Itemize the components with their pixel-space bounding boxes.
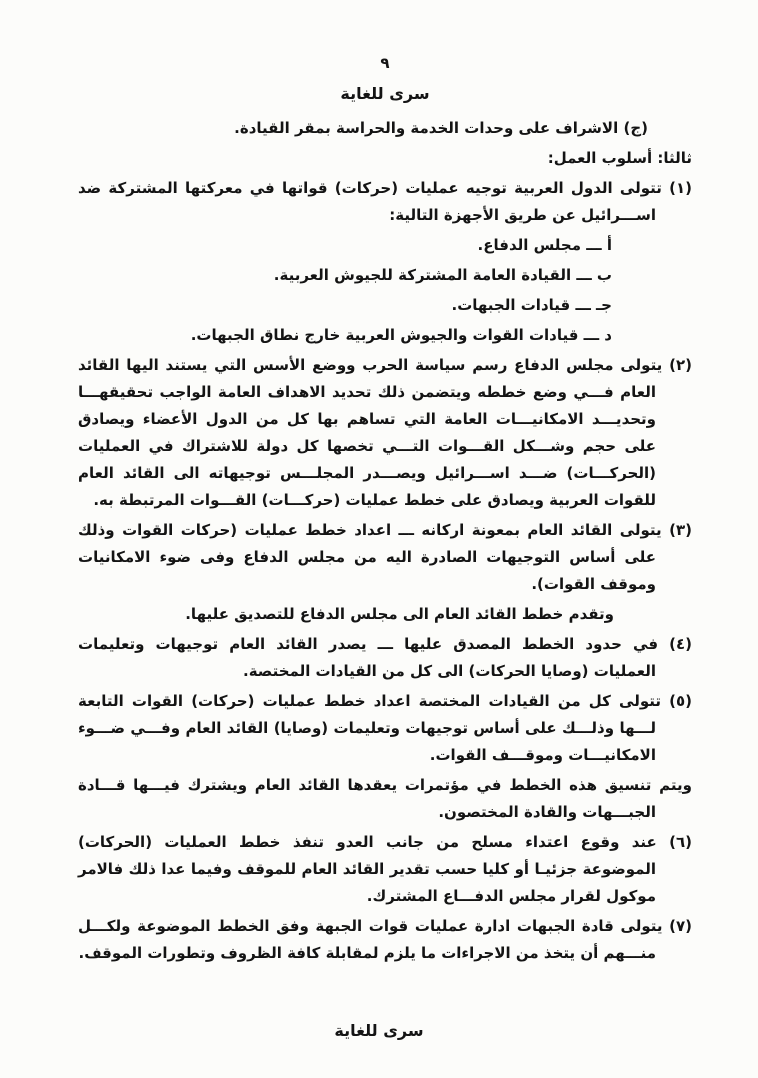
sub-item-1-alef: أ ـــ مجلس الدفاع. <box>477 236 612 254</box>
list-item-jeem: (ج) الاشراف على وحدات الخدمة والحراسة بمقر القيادة. <box>234 119 648 137</box>
numbered-item-6: (٦) عند وقوع اعتداء مسلح من جانب العدو تنفذ خطط العمليات (الحركات) الموضوعة جزئيـا أو كليا حسب تقدير القائد العام للموقف وفيما عدا ذلك فالامر موكول لقرار مجلس الدفـــاع المشترك. <box>78 833 692 905</box>
numbered-item-2: (٢) يتولى مجلس الدفاع رسم سياسة الحرب ووضع الأسس التي يستند اليها القائد العام فـــي وضع خططه ويتضمن ذلك تحديد الاهداف العامة الواجب تحقيقهـــا وتحديـــد الامكانيـــات العامة التي تساهم بها كل من الدول الأعضاء ويصادق على حجم وشـــكل القـــوات التـــي تخصها كل دولة للاشتراك في العمليات (الحركـــات) ضـــد اســـرائيل ويصـــدر المجلـــس توجيهاته الى القائد العام للقوات العربية ويصادق على خطط عمليات (حركـــات) القـــوات المرتبطة به. <box>78 356 692 509</box>
numbered-item-1: (١) تتولى الدول العربية توجيه عمليات (حركات) قواتها في معركتها المشتركة ضد اســـرائيل عن طريق الأجهزة التالية: <box>78 179 692 224</box>
sub-item-1-ba: ب ـــ القيادة العامة المشتركة للجيوش العربية. <box>273 266 612 284</box>
classification-footer: سرى للغاية <box>334 1021 424 1040</box>
numbered-item-4: (٤) في حدود الخطط المصدق عليها ـــ يصدر القائد العام توجيهات وتعليمات العمليات (وصايا الحركات) الى كل من القيادات المختصة. <box>78 635 692 680</box>
item-3-note: وتقدم خطط القائد العام الى مجلس الدفاع للتصديق عليها. <box>185 605 614 623</box>
numbered-item-7: (٧) يتولى قادة الجبهات ادارة عمليات قوات الجبهة وفق الخطط الموضوعة ولكـــل منـــهم أن يتخذ من الاجراءات ما يلزم لمقابلة كافة الظروف وتطورات الموقف. <box>78 917 692 962</box>
document-body <box>78 115 692 967</box>
page-number: ٩ <box>380 54 390 72</box>
sub-item-1-jeem: جـ ـــ قيادات الجبهات. <box>451 296 612 314</box>
sub-item-1-dal: د ـــ قيادات القوات والجيوش العربية خارج نطاق الجبهات. <box>190 326 612 344</box>
numbered-item-5: (٥) تتولى كل من القيادات المختصة اعداد خطط عمليات (حركات) القوات التابعة لـــها وذلـــك على أساس توجيهات وتعليمات (وصايا) القائد العام وفـــي ضـــوء الامكانيـــات وموقـــف القوات. <box>78 692 692 764</box>
numbered-item-3: (٣) يتولى القائد العام بمعونة اركانه ـــ اعداد خطط عمليات (حركات القوات وذلك على أساس التوجيهات الصادرة اليه من مجلس الدفاع وفى ضوء الامكانيات وموقف القوات). <box>78 521 692 593</box>
item-5-note: ويتم تنسيق هذه الخطط في مؤتمرات يعقدها القائد العام ويشترك فيـــها قـــادة الجبـــهات والقادة المختصون. <box>78 776 692 821</box>
section-heading: ثالثا: أسلوب العمل: <box>547 149 692 167</box>
classification-header: سرى للغاية <box>340 84 430 103</box>
